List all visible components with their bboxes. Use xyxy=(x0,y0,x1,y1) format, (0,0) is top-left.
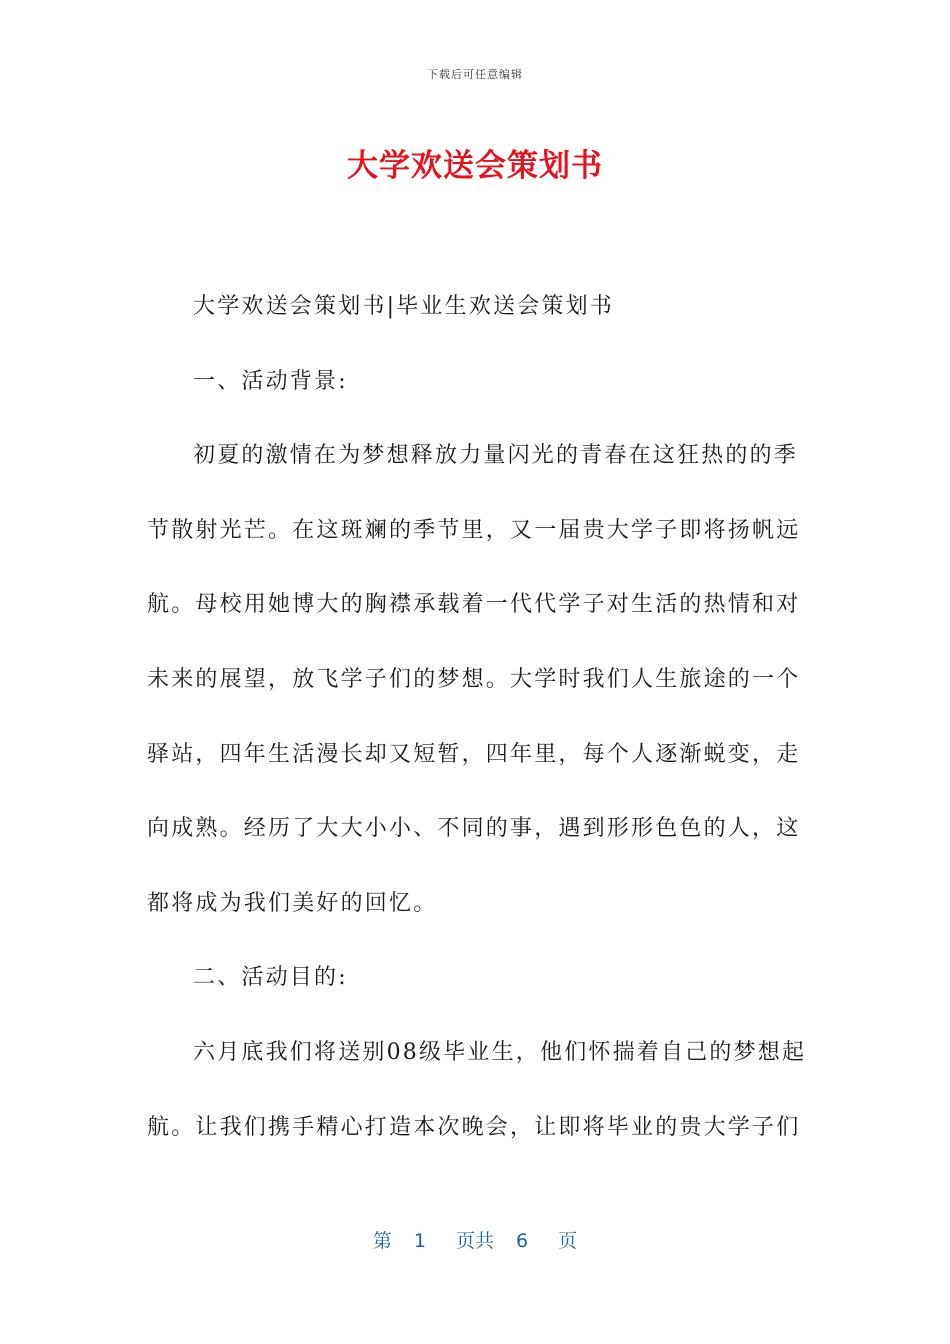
paragraph-background: 初夏的激情在为梦想释放力量闪光的青春在这狂热的的季节散射光芒。在这斑斓的季节里，又一届贵大学子即将扬帆远航。母校用她博大的胸襟承载着一代代学子对生活的热情和对未来的展望，放飞学子们的梦想。大学时我们人生旅途的一个驿站，四年生活漫长却又短暂，四年里，每个人逐渐蜕变，走向成熟。经历了大大小小、不同的事，遇到形形色色的人，这都将成为我们美好的回忆。 xyxy=(147,443,801,916)
current-page-number: 1 xyxy=(413,1230,426,1252)
page-label-prefix: 第 xyxy=(372,1230,392,1252)
page-label-suffix: 页 xyxy=(558,1230,578,1252)
paragraph-subtitle: 大学欢送会策划书|毕业生欢送会策划书 xyxy=(193,294,615,319)
total-pages-number: 6 xyxy=(516,1230,529,1252)
document-title: 大学欢送会策划书 xyxy=(347,148,603,184)
paragraph-purpose: 六月底我们将送别08级毕业生，他们怀揣着自己的梦想起航。让我们携手精心打造本次晚会，让即将毕业的贵大学子们 xyxy=(147,1039,807,1140)
paragraph-section-heading-purpose: 二、活动目的: xyxy=(193,965,348,991)
page-footer xyxy=(0,1226,950,1253)
document-body xyxy=(147,270,807,1165)
header-note: 下载后可任意编辑 xyxy=(427,68,523,81)
paragraph-section-heading-background: 一、活动背景: xyxy=(193,368,348,394)
page-label-mid: 页共 xyxy=(455,1230,494,1252)
